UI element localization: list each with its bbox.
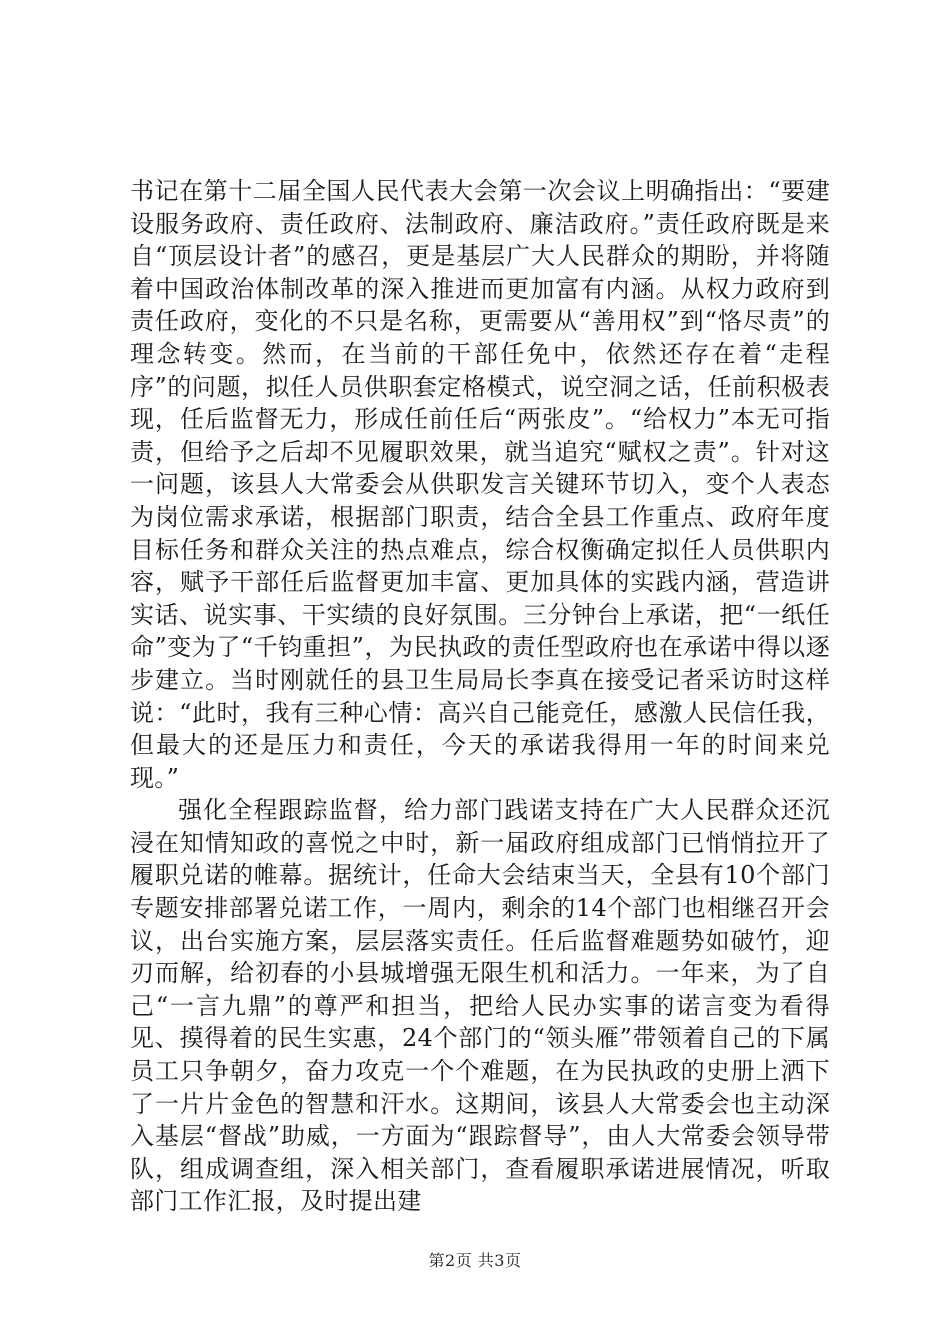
- paragraph-2: 强化全程跟踪监督，给力部门践诺支持在广大人民群众还沉浸在知情知政的喜悦之中时，新一届政府组成部门已悄悄拉开了履职兑诺的帷幕。据统计，任命大会结束当天，全县有10个部门专题安排部署兑诺工作，一周内，剩余的14个部门也相继召开会议，出台实施方案，层层落实责任。任后监督难题势如破竹，迎刃而解，给初春的小县城增强无限生机和活力。一年来，为了自己“一言九鼎”的尊严和担当，把给人民办实事的诺言变为看得见、摸得着的民生实惠，24个部门的“领头雁”带领着自己的下属员工只争朝夕，奋力攻克一个个难题，在为民执政的史册上洒下了一片片金色的智慧和汗水。这期间，该县人大常委会也主动深入基层“督战”助威，一方面为“跟踪督导”，由人大常委会领导带队，组成调查组，深入相关部门，查看履职承诺进展情况，听取部门工作汇报，及时提出建: [130, 796, 830, 1216]
- document-body: [130, 175, 830, 1218]
- page-number-footer: 第2页 共3页: [428, 1251, 522, 1270]
- paragraph-1: 书记在第十二届全国人民代表大会第一次会议上明确指出：“要建设服务政府、责任政府、法制政府、廉洁政府。”责任政府既是来自“顶层设计者”的感召，更是基层广大人民群众的期盼，并将随着中国政治体制改革的深入推进而更加富有内涵。从权力政府到责任政府，变化的不只是名称，更需要从“善用权”到“恪尽责”的理念转变。然而，在当前的干部任免中，依然还存在着“走程序”的问题，拟任人员供职套定格模式，说空洞之话，任前积极表现，任后监督无力，形成任前任后“两张皮”。“给权力”本无可指责，但给予之后却不见履职效果，就当追究“赋权之责”。针对这一问题，该县人大常委会从供职发言关键环节切入，变个人表态为岗位需求承诺，根据部门职责，结合全县工作重点、政府年度目标任务和群众关注的热点难点，综合权衡确定拟任人员供职内容，赋予干部任后监督更加丰富、更加具体的实践内涵，营造讲实话、说实事、干实绩的良好氛围。三分钟台上承诺，把“一纸任命”变为了“千钧重担”，为民执政的责任型政府也在承诺中得以逐步建立。当时刚就任的县卫生局局长李真在接受记者采访时这样说：“此时，我有三种心情：高兴自己能竞任，感激人民信任我，但最大的还是压力和责任，今天的承诺我得用一年的时间来兑现。”: [130, 177, 830, 792]
